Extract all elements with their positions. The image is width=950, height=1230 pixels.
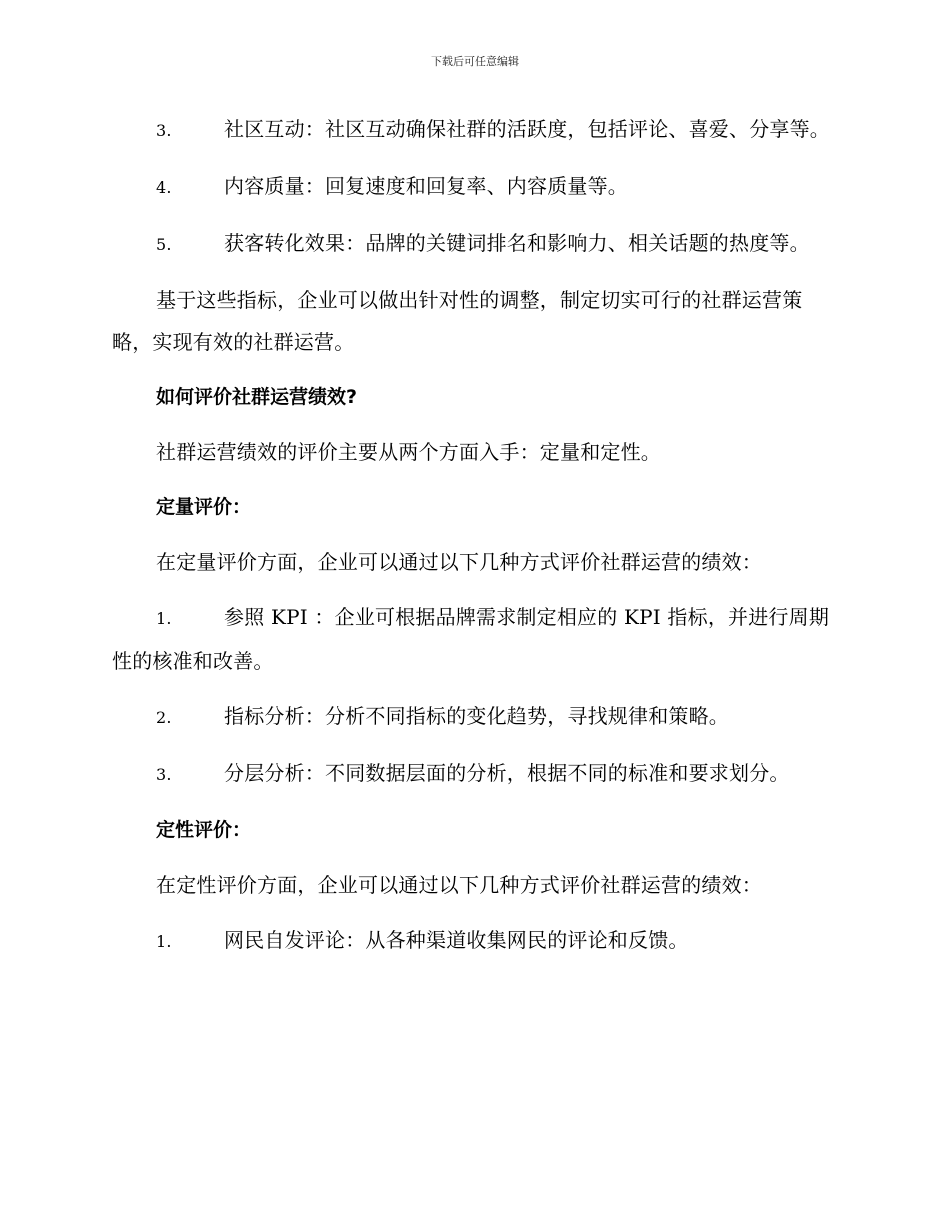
list-number: 5. [156,235,172,254]
list-text: 参照 KPI ：企业可根据品牌需求制定相应的 KPI 指标，并进行周期性的核准和改善。 [112,605,830,673]
list-number: 1. [156,609,172,628]
list-number: 4. [156,178,172,197]
list-number: 2. [156,708,172,727]
paragraph: 在定性评价方面，企业可以通过以下几种方式评价社群运营的绩效： [156,873,762,897]
paragraph: 社群运营绩效的评价主要从两个方面入手：定量和定性。 [156,440,661,464]
list-text: 获客转化效果：品牌的关键词排名和影响力、相关话题的热度等。 [224,231,810,255]
list-number: 1. [156,932,172,951]
list-item [112,108,834,152]
page-header: 下载后可任意编辑 [431,55,519,68]
list-text: 分层分析：不同数据层面的分析，根据不同的标准和要求划分。 [224,761,790,785]
list-number: 3. [156,765,172,784]
list-text: 社区互动：社区互动确保社群的活跃度，包括评论、喜爱、分享等。 [224,117,830,141]
section-heading: 定性评价： [156,819,252,841]
section-heading: 定量评价： [156,496,252,518]
list-item [112,222,834,266]
list-item [112,752,834,796]
paragraph: 在定量评价方面，企业可以通过以下几种方式评价社群运营的绩效： [156,550,762,574]
list-item [112,919,834,963]
list-item [112,596,834,682]
list-text: 内容质量：回复速度和回复率、内容质量等。 [224,174,628,198]
list-item [112,165,834,209]
list-text: 指标分析：分析不同指标的变化趋势，寻找规律和策略。 [224,704,729,728]
document-body [112,108,834,976]
list-item [112,695,834,739]
list-number: 3. [156,121,172,140]
list-text: 网民自发评论：从各种渠道收集网民的评论和反馈。 [224,928,689,952]
paragraph: 基于这些指标，企业可以做出针对性的调整，制定切实可行的社群运营策略，实现有效的社群运营。 [112,288,803,354]
section-heading: 如何评价社群运营绩效? [156,386,358,408]
